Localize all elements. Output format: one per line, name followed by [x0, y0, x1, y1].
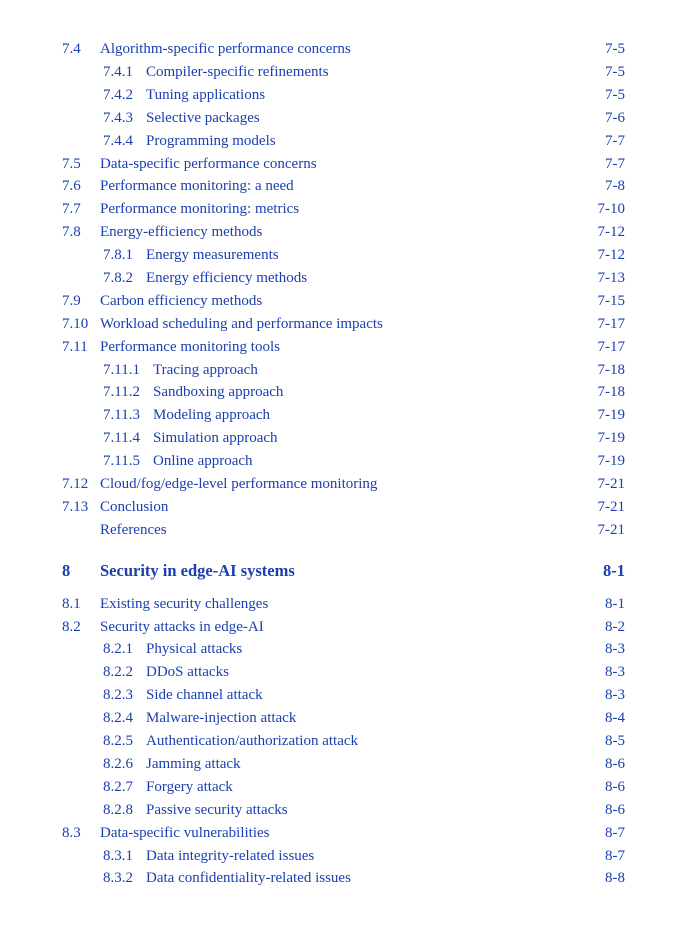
toc-entry-number: 7.11.3: [103, 407, 140, 423]
toc-entry-title[interactable]: Data confidentiality-related issues: [146, 870, 351, 886]
toc-entry[interactable]: [0, 153, 675, 175]
toc-entry[interactable]: [0, 473, 675, 495]
toc-entry-page: 8-6: [605, 802, 625, 818]
toc-entry-title[interactable]: Compiler-specific refinements: [146, 64, 329, 80]
toc-entry-title[interactable]: Cloud/fog/edge-level performance monitoring: [100, 476, 378, 492]
toc-entry[interactable]: [0, 336, 675, 358]
toc-entry-number: 8.3.2: [103, 870, 133, 886]
toc-entry-page: 7-19: [597, 453, 625, 469]
toc-entry-number: 8.2.8: [103, 802, 133, 818]
toc-entry-page: 8-4: [605, 710, 625, 726]
toc-entry-page: 7-18: [597, 362, 625, 378]
toc-entry-page: 8-1: [605, 596, 625, 612]
toc-entry-page: 7-5: [605, 87, 625, 103]
toc-entry-page: 7-13: [597, 270, 625, 286]
toc-entry[interactable]: [0, 61, 675, 83]
toc-entry[interactable]: [0, 244, 675, 266]
toc-entry-title[interactable]: Performance monitoring: metrics: [100, 201, 300, 217]
toc-entry[interactable]: [0, 313, 675, 335]
toc-entry-page: 8-6: [605, 779, 625, 795]
toc-entry-number: 8.2: [62, 619, 81, 635]
toc-entry-number: 7.4.4: [103, 133, 133, 149]
toc-entry[interactable]: [0, 290, 675, 312]
toc-entry-title[interactable]: Algorithm-specific performance concerns: [100, 41, 351, 57]
toc-entry-number: 7.10: [62, 316, 89, 332]
toc-entry-page: 7-7: [605, 156, 625, 172]
toc-entry[interactable]: [0, 198, 675, 220]
toc-entry-number: 7.11.5: [103, 453, 140, 469]
toc-entry-title[interactable]: Sandboxing approach: [153, 384, 284, 400]
toc-entry-page: 7-7: [605, 133, 625, 149]
toc-entry[interactable]: [0, 404, 675, 426]
toc-entry[interactable]: [0, 267, 675, 289]
toc-entry-title[interactable]: Tracing approach: [153, 362, 258, 378]
toc-entry-title[interactable]: Security in edge-AI systems: [100, 561, 295, 580]
toc-entry-title[interactable]: Malware-injection attack: [146, 710, 297, 726]
toc-entry-page: 7-19: [597, 407, 625, 423]
toc-entry-page: 7-8: [605, 178, 625, 194]
toc-entry-page: 7-15: [597, 293, 625, 309]
toc-entry-page: 7-6: [605, 110, 625, 126]
toc-entry[interactable]: [0, 84, 675, 106]
toc-entry-page: 8-1: [603, 561, 625, 580]
toc-entry[interactable]: [0, 381, 675, 403]
toc-entry-page: 7-19: [597, 430, 625, 446]
toc-entry-title[interactable]: Jamming attack: [146, 756, 241, 772]
toc-entry[interactable]: [0, 593, 675, 615]
toc-entry[interactable]: [0, 175, 675, 197]
toc-entry-page: 8-7: [605, 848, 625, 864]
toc-entry-number: 7.11.1: [103, 362, 140, 378]
toc-entry-page: 8-8: [605, 870, 625, 886]
toc-entry-title[interactable]: Programming models: [146, 133, 276, 149]
toc-entry-title[interactable]: Forgery attack: [146, 779, 233, 795]
toc-entry[interactable]: [0, 38, 675, 60]
toc-entry-title[interactable]: Side channel attack: [146, 687, 263, 703]
toc-entry-number: 7.11.2: [103, 384, 140, 400]
toc-entry-title[interactable]: Energy efficiency methods: [146, 270, 308, 286]
toc-entry-number: 7.4: [62, 41, 81, 57]
toc-entry-page: 8-7: [605, 825, 625, 841]
toc-entry[interactable]: [0, 450, 675, 472]
toc-entry-page: 8-6: [605, 756, 625, 772]
toc-entry[interactable]: [0, 616, 675, 638]
toc-entry-title[interactable]: References: [100, 522, 167, 538]
toc-entry-number: 7.11.4: [103, 430, 140, 446]
toc-entry-title[interactable]: Energy measurements: [146, 247, 279, 263]
toc-entry[interactable]: [0, 496, 675, 518]
toc-entry[interactable]: [0, 707, 675, 729]
toc-entry-number: 7.12: [62, 476, 89, 492]
toc-entry[interactable]: [0, 730, 675, 752]
toc-entry-page: 7-5: [605, 64, 625, 80]
toc-entry[interactable]: [0, 221, 675, 243]
toc-entry[interactable]: [0, 427, 675, 449]
toc-entry-title[interactable]: Carbon efficiency methods: [100, 293, 263, 309]
toc-entry-number: 8.2.2: [103, 664, 133, 680]
toc-entry-title[interactable]: Performance monitoring: a need: [100, 178, 294, 194]
toc-entry-title[interactable]: Data-specific vulnerabilities: [100, 825, 270, 841]
toc-entry[interactable]: [0, 638, 675, 660]
toc-entry[interactable]: [0, 822, 675, 844]
toc-entry-number: 7.4.2: [103, 87, 133, 103]
toc-entry-page: 7-12: [597, 247, 625, 263]
toc-entry-page: 7-21: [597, 522, 625, 538]
toc-entry-page: 7-21: [597, 476, 625, 492]
toc-entry-title[interactable]: Data integrity-related issues: [146, 848, 315, 864]
toc-entry-number: 8.2.5: [103, 733, 133, 749]
toc-entry[interactable]: [0, 359, 675, 381]
toc-entry-page: 7-17: [597, 316, 625, 332]
toc-entry-page: 8-3: [605, 687, 625, 703]
toc-entry-title[interactable]: Energy-efficiency methods: [100, 224, 263, 240]
toc-entry-title[interactable]: Existing security challenges: [100, 596, 269, 612]
toc-entry[interactable]: [0, 130, 675, 152]
toc-entry-title[interactable]: Authentication/authorization attack: [146, 733, 359, 749]
toc-entry-number: 7.4.1: [103, 64, 133, 80]
toc-entry[interactable]: [0, 684, 675, 706]
toc-entry-title[interactable]: Data-specific performance concerns: [100, 156, 317, 172]
toc-entry-title[interactable]: Tuning applications: [146, 87, 266, 103]
toc-entry-number: 7.9: [62, 293, 81, 309]
toc-entry-number: 7.13: [62, 499, 89, 515]
toc-entry-page: 8-2: [605, 619, 625, 635]
toc-entry-page: 8-3: [605, 641, 625, 657]
toc-entry-page: 7-12: [597, 224, 625, 240]
toc-entry[interactable]: [0, 776, 675, 798]
toc-entry-number: 8.3: [62, 825, 81, 841]
toc-entry-title[interactable]: Modeling approach: [153, 407, 271, 423]
toc-entry-number: 7.6: [62, 178, 81, 194]
toc-entry[interactable]: [0, 845, 675, 867]
toc-entry-number: 7.8: [62, 224, 81, 240]
toc-entry-number: 7.8.1: [103, 247, 133, 263]
toc-entry-page: 7-18: [597, 384, 625, 400]
toc-entry-number: 7.7: [62, 201, 81, 217]
toc-entry[interactable]: [0, 867, 675, 889]
toc-entry[interactable]: [0, 107, 675, 129]
toc-entry-title[interactable]: Conclusion: [100, 499, 169, 515]
toc-entry-number: 8.2.1: [103, 641, 133, 657]
toc-entry-title[interactable]: Online approach: [153, 453, 253, 469]
toc-entry-number: 8.2.4: [103, 710, 133, 726]
toc-entry-number: 8.3.1: [103, 848, 133, 864]
toc-entry-page: 8-5: [605, 733, 625, 749]
toc-entry-title[interactable]: DDoS attacks: [146, 664, 229, 680]
toc-entry-title[interactable]: Selective packages: [146, 110, 260, 126]
toc-entry-title[interactable]: Physical attacks: [146, 641, 243, 657]
toc-entry-number: 8: [62, 561, 71, 580]
toc-entry[interactable]: [0, 661, 675, 683]
toc-entry-title[interactable]: Workload scheduling and performance impacts: [100, 316, 383, 332]
toc-entry-number: 7.5: [62, 156, 81, 172]
toc-entry-title[interactable]: Simulation approach: [153, 430, 278, 446]
toc-entry-number: 7.4.3: [103, 110, 133, 126]
chapter-heading-row[interactable]: [0, 560, 675, 582]
toc-entry-title[interactable]: Security attacks in edge-AI: [100, 619, 264, 635]
toc-entry-number: 8.1: [62, 596, 81, 612]
toc-entry-number: 7.11: [62, 339, 88, 355]
toc-entry-number: 8.2.6: [103, 756, 133, 772]
toc-entry[interactable]: [0, 753, 675, 775]
toc-entry-title[interactable]: Performance monitoring tools: [100, 339, 280, 355]
toc-entry-number: 8.2.3: [103, 687, 133, 703]
toc-entry-title[interactable]: Passive security attacks: [146, 802, 288, 818]
toc-entry-number: 8.2.7: [103, 779, 133, 795]
toc-entry-page: 7-21: [597, 499, 625, 515]
toc-entry[interactable]: [0, 519, 675, 541]
toc-entry-page: 8-3: [605, 664, 625, 680]
toc-entry-page: 7-5: [605, 41, 625, 57]
toc-entry[interactable]: [0, 799, 675, 821]
toc-entry-page: 7-10: [597, 201, 625, 217]
toc-entry-page: 7-17: [597, 339, 625, 355]
toc-entry-number: 7.8.2: [103, 270, 133, 286]
